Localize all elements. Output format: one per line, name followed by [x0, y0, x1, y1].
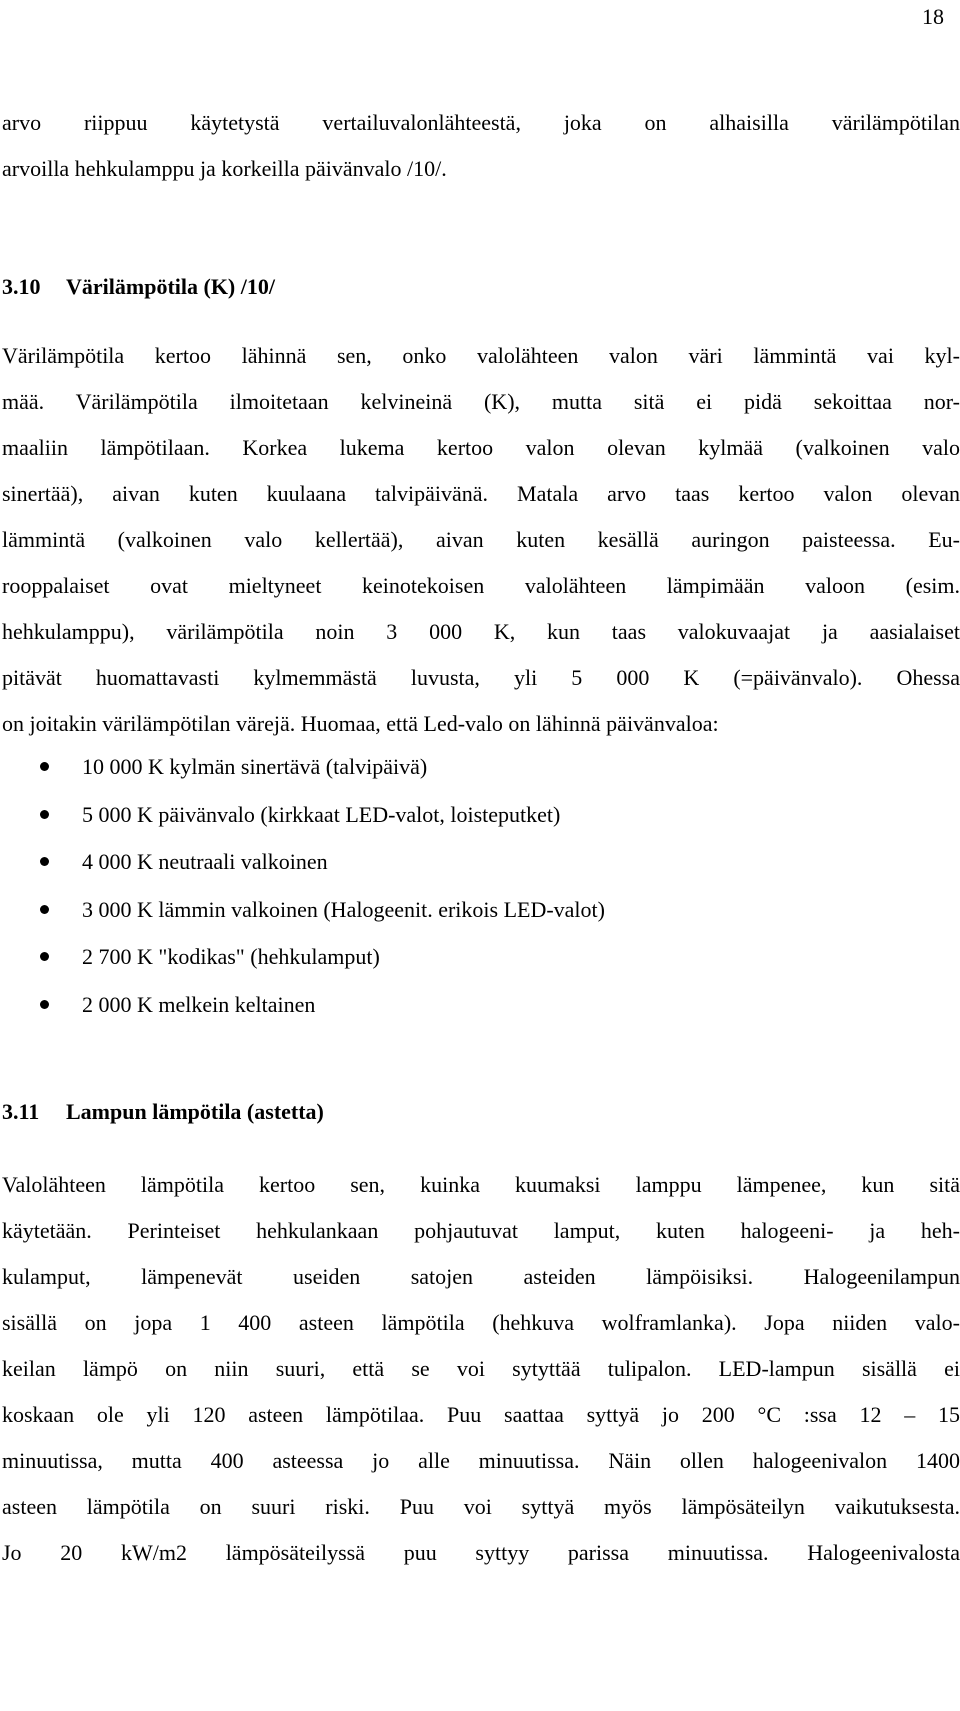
list-item-text: 4 000 K neutraali valkoinen	[82, 849, 328, 875]
paragraph-line: pitävät huomattavasti kylmemmästä luvusta, yli 5 000 K (=päivänvalo). Ohessa	[2, 665, 960, 690]
paragraph-line: Jo 20 kW/m2 lämpösäteilyssä puu syttyy parissa minuutissa. Halogeenivalosta	[2, 1540, 960, 1565]
paragraph-line: arvoilla hehkulamppu ja korkeilla päivänvalo /10/.	[2, 156, 447, 181]
paragraph-line: mää. Värilämpötila ilmoitetaan kelvineinä (K), mutta sitä ei pidä sekoittaa nor-	[2, 389, 960, 414]
paragraph-line: Värilämpötila kertoo lähinnä sen, onko valolähteen valon väri lämmintä vai kyl-	[2, 343, 960, 368]
list-item-text: 10 000 K kylmän sinertävä (talvipäivä)	[82, 754, 428, 779]
bullet-icon	[40, 762, 49, 771]
list-item-text: 2 000 K melkein keltainen	[82, 991, 316, 1017]
color-temperature-list	[0, 752, 960, 1038]
section-3-10-paragraph	[0, 341, 960, 755]
section-heading-3-11	[2, 1097, 324, 1127]
paragraph-line: arvo riippuu käytetystä vertailuvalonlähteestä, joka on alhaisilla värilämpötilan	[2, 110, 960, 135]
page-number: 18	[922, 4, 944, 29]
list-item	[0, 752, 960, 800]
list-item	[0, 942, 960, 990]
section-number: 3.10	[2, 274, 41, 299]
paragraph-line: sisällä on jopa 1 400 asteen lämpötila (hehkuva wolframlanka). Jopa niiden valo-	[2, 1310, 960, 1335]
list-item	[0, 847, 960, 895]
bullet-icon	[40, 857, 49, 866]
paragraph-line: käytetään. Perinteiset hehkulankaan pohjautuvat lamput, kuten halogeeni- ja heh-	[2, 1218, 960, 1243]
paragraph-line: keilan lämpö on niin suuri, että se voi sytyttää tulipalon. LED-lampun sisällä ei	[2, 1356, 960, 1381]
paragraph-line: on joitakin värilämpötilan värejä. Huomaa, että Led-valo on lähinnä päivänvaloa:	[2, 711, 719, 736]
paragraph-line: lämmintä (valkoinen valo kellertää), aivan kuten kesällä auringon paisteessa. Eu-	[2, 527, 960, 552]
paragraph-line: kulamput, lämpenevät useiden satojen asteiden lämpöisiksi. Halogeenilampun	[2, 1264, 960, 1289]
section-number: 3.11	[2, 1099, 40, 1124]
section-title: Värilämpötila (K) /10/	[66, 274, 275, 299]
bullet-icon	[40, 810, 49, 819]
list-item-text: 3 000 K lämmin valkoinen (Halogeenit. erikois LED-valot)	[82, 896, 605, 922]
bullet-icon	[40, 905, 49, 914]
paragraph-line: sinertää), aivan kuten kuulaana talvipäivänä. Matala arvo taas kertoo valon olevan	[2, 481, 960, 506]
list-item	[0, 895, 960, 943]
list-item	[0, 800, 960, 848]
paragraph-line: asteen lämpötila on suuri riski. Puu voi syttyä myös lämpösäteilyn vaikutuksesta.	[2, 1494, 960, 1519]
intro-paragraph	[0, 108, 960, 200]
paragraph-line: hehkulamppu), värilämpötila noin 3 000 K, kun taas valokuvaajat ja aasialaiset	[2, 619, 960, 644]
section-title: Lampun lämpötila (astetta)	[66, 1099, 324, 1124]
paragraph-line: Valolähteen lämpötila kertoo sen, kuinka kuumaksi lamppu lämpenee, kun sitä	[2, 1172, 960, 1197]
section-3-11-paragraph	[0, 1170, 960, 1584]
section-heading-3-10	[2, 272, 275, 302]
paragraph-line: minuutissa, mutta 400 asteessa jo alle minuutissa. Näin ollen halogeenivalon 1400	[2, 1448, 960, 1473]
paragraph-line: maaliin lämpötilaan. Korkea lukema kertoo valon olevan kylmää (valkoinen valo	[2, 435, 960, 460]
paragraph-line: rooppalaiset ovat mieltyneet keinotekoisen valolähteen lämpimään valoon (esim.	[2, 573, 960, 598]
bullet-icon	[40, 952, 49, 961]
list-item-text: 5 000 K päivänvalo (kirkkaat LED-valot, loisteputket)	[82, 801, 561, 827]
paragraph-line: koskaan ole yli 120 asteen lämpötilaa. Puu saattaa syttyä jo 200 °C :ssa 12 – 15	[2, 1402, 960, 1427]
list-item-text: 2 700 K "kodikas" (hehkulamput)	[82, 944, 380, 970]
bullet-icon	[40, 1000, 49, 1009]
list-item	[0, 990, 960, 1038]
